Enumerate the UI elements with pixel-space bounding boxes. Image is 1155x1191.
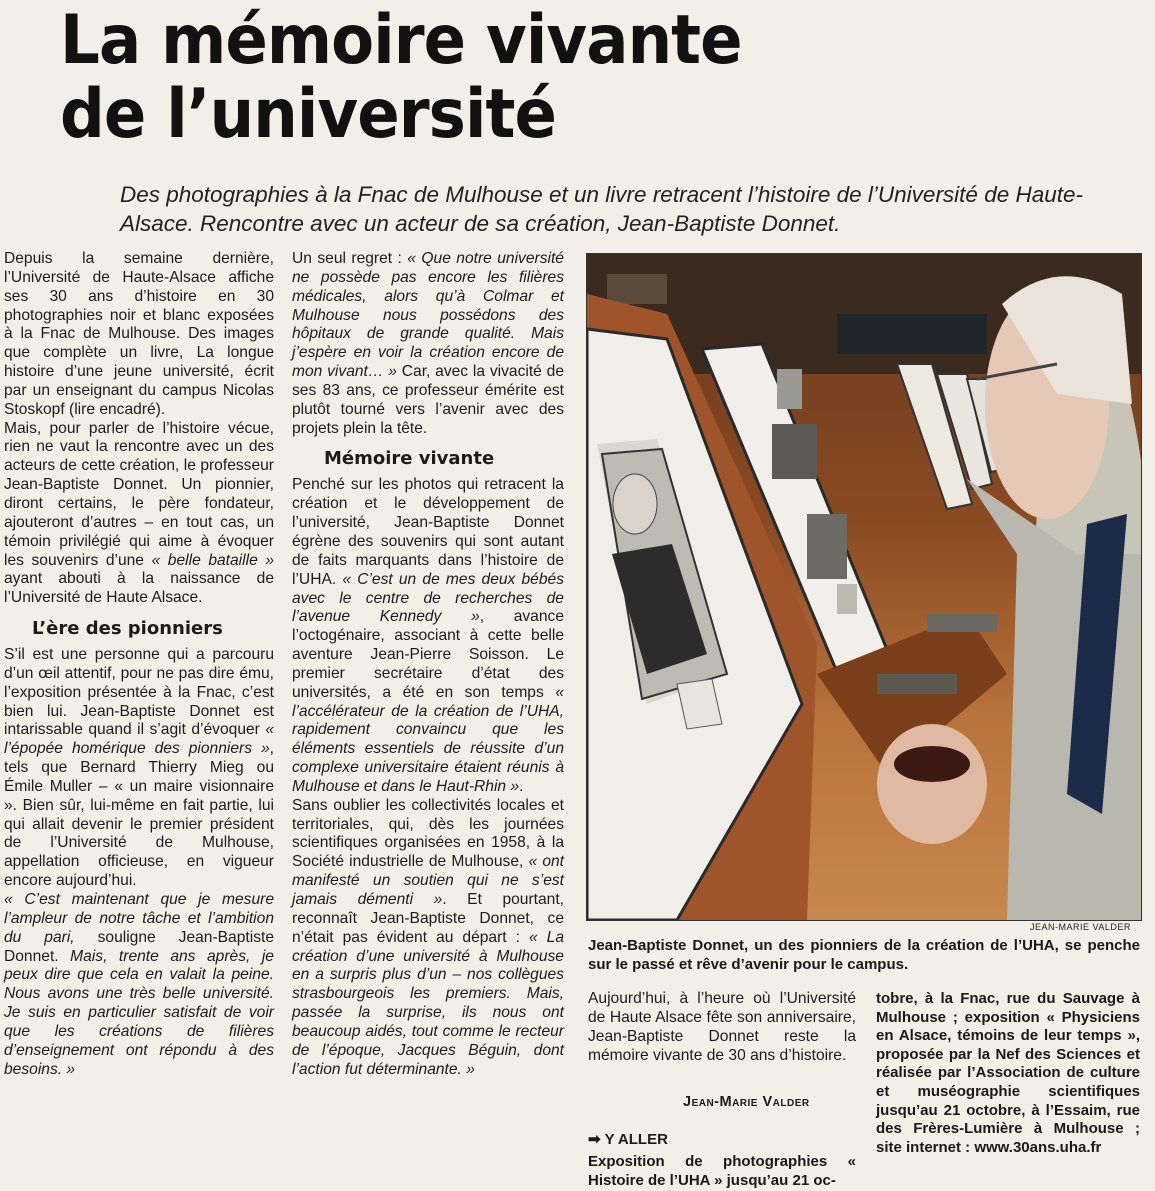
photo-illustration (587, 254, 1141, 920)
quote-run: « l’épopée homérique des pionniers » (4, 721, 274, 758)
text-run: Car, avec la vivacité de ses 83 ans, ce professeur émérite est plutôt tourné vers l’avenir avec des projets plein la tête. (292, 363, 564, 437)
author-signature: Jean-Marie Valder (683, 1094, 810, 1110)
text-run: , avance l’octogénaire, associant à cette belle aventure Jean-Pierre Soisson. Le premier secrétaire d’état des universités, a été en son temps (292, 608, 564, 701)
text-run: ayant abouti à la naissance de l’Université de Haute Alsace. (4, 570, 274, 607)
text-run: Sans oublier les collectivités locales et territoriales, qui, dès les journées scientifiques organisées en 1958, à la Société industrielle de Mulhouse, (292, 796, 564, 871)
photo-caption: Jean-Baptiste Donnet, un des pionniers de la création de l’UHA, se penche sur le passé et rêve d’avenir pour le campus. (588, 937, 1140, 973)
standfirst: Des photographies à la Fnac de Mulhouse et un livre retracent l’histoire de l’Université de Haute-Alsace. Rencontre avec un acteur de sa création, Jean-Baptiste Donnet. (120, 182, 1084, 236)
paragraph: tobre, à la Fnac, rue du Sauvage à Mulhouse ; exposition « Physiciens en Alsace, témoins de leur temps », proposée par la Nef des Sciences et réalisée par l’Association de culture et muséographie scientifiques jusqu’au 21 octobre, à l’Essaim, rue des Frères-Lumière à Mulhouse ; site internet : www.30ans.uha.fr (876, 990, 1140, 1156)
text-run: Un seul regret : (292, 250, 408, 267)
paragraph (4, 420, 274, 608)
text-run: Mais, pour parler de l’histoire vécue, rien ne vaut la rencontre avec un des acteurs de cette création, le professeur Jean-Baptiste Donnet. Un pionnier, diront certains, le père fondateur, ajouteront d’autres – en tout cas, un témoin privilégié qui aime à évoquer les souvenirs d’une (4, 419, 274, 569)
quote-run: « C’est un de mes deux bébés avec le centre de recherches de l’avenue Kennedy » (292, 570, 564, 626)
quote-run: Mais, trente ans après, je peux dire que cela en valait la peine. Nous avons une très belle université. Je suis en particulier satisfait de voir que les créations de filières d’enseignement ont répondu à des besoins. » (4, 947, 274, 1078)
quote-run: « C’est maintenant que je mesure l’ampleur de notre tâche et l’ambition du pari, (4, 891, 274, 946)
paragraph (292, 797, 564, 1080)
paragraph (4, 891, 274, 1079)
text-run: Penché sur les photos qui retracent la création et le développement de l’université, Jean-Baptiste Donnet égrène des souvenirs qui sont autant de faits marquants dans l’histoire de l’UHA. (292, 476, 564, 588)
subheading: Mémoire vivante (324, 448, 495, 470)
headline-line-2: de l’université (60, 75, 557, 154)
photo-credit: JEAN-MARIE VALDER (1030, 922, 1131, 932)
text-run: . Et pourtant, reconnaît Jean-Baptiste Donnet, ce n’était pas évident au départ : (292, 891, 564, 946)
paragraph: Depuis la semaine dernière, l’Université de Haute-Alsace affiche ses 30 ans d’histoire en 30 photographies noir et blanc exposées à la Fnac de Mulhouse. Des images que complète un livre, La longue histoire d’une jeune université, écrit par un enseignant du campus Nicolas Stoskopf (lire encadré). (4, 250, 274, 418)
quote-run: « l’accélérateur de la création de l’UHA, rapidement convaincu que les éléments essentiels de réussite d’un complexe universitaire étaient réunis à Mulhouse et dans le Haut-Rhin » (292, 683, 564, 795)
article-photo (586, 253, 1142, 921)
infobox-text: Exposition de photographies « Histoire de l’UHA » jusqu’au 21 oc- (588, 1153, 856, 1189)
quote-run: « belle bataille » (151, 551, 274, 569)
headline-line-1: La mémoire vivante (60, 1, 742, 80)
headline (60, 1, 1054, 154)
text-run: S’il est une personne qui a parcouru d’un œil attentif, pour ne pas dire ému, l’exposition présentée à la Fnac, c’est bien lui. Jean-Baptiste Donnet est intarissable quand il s’agit d’évoquer (4, 646, 274, 739)
infobox-heading-label: Y ALLER (604, 1131, 668, 1148)
article-column-1 (4, 250, 274, 1079)
quote-run: « Que notre université ne possède pas encore les filières médicales, alors qu’à Colmar et Mulhouse nous possédons des hôpitaux de grande qualité. Mais j’espère en voir la création encore de mon vivant… » (292, 250, 564, 381)
subheading: L’ère des pionniers (32, 618, 223, 640)
quote-run: « La création d’une université à Mulhouse en a surpris plus d’un – nos collègues strasbourgeois les premiers. Mais, passée la surprise, ils nous ont beaucoup aidés, tout comme le recteur de l’époque, Jacques Béguin, dont l’action fut déterminante. » (292, 928, 564, 1078)
paragraph (4, 646, 274, 891)
paragraph (292, 250, 564, 438)
infobox-continued (876, 990, 1140, 1157)
text-run: . (519, 777, 524, 795)
article-column-2 (292, 250, 564, 1079)
paragraph (292, 476, 564, 796)
arrow-right-icon: ➡ (588, 1131, 601, 1148)
infobox-heading (588, 1130, 668, 1148)
quote-run: « ont manifesté un soutien qui ne s’est jamais démenti » (292, 853, 564, 908)
text-run: souligne Jean-Baptiste Donnet. (4, 928, 274, 965)
paragraph: Aujourd’hui, à l’heure où l’Université de Haute Alsace fête son anniversaire, Jean-Baptiste Donnet reste la mémoire vivante de 30 ans d’histoire. (588, 990, 856, 1064)
article-column-3 (588, 990, 856, 1065)
text-run: , tels que Bernard Thierry Mieg ou Émile Muller – « un maire visionnaire ». Bien sûr, lui-même en fait partie, lui qui allait devenir le premier président de l’Université de Mulhouse, appellation officieuse, en vigueur encore aujourd’hui. (4, 740, 274, 890)
